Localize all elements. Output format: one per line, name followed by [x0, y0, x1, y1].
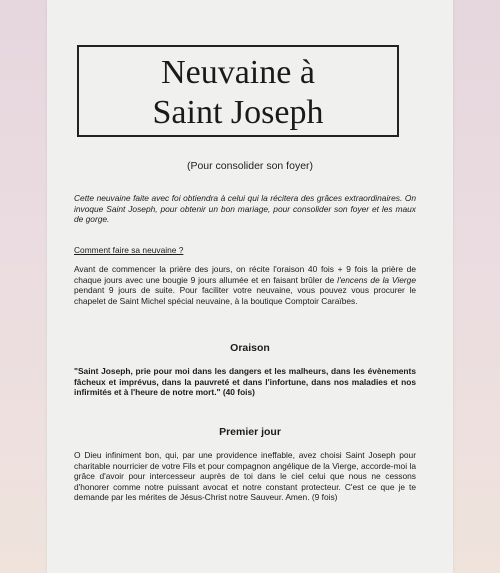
document-page [47, 0, 453, 573]
premier-jour-heading: Premier jour [219, 426, 281, 438]
howto-paragraph [74, 264, 416, 306]
howto-heading: Comment faire sa neuvaine ? [74, 245, 184, 255]
oraison-count: (40 fois) [222, 387, 255, 398]
premier-jour-paragraph [74, 450, 416, 503]
title-line-2: Saint Joseph [152, 94, 324, 131]
title-box [77, 45, 399, 137]
howto-text-part1: Avant de commencer la prière des jours, on récite l'oraison 40 fois + 9 fois la prière de chaque jours avec une bougie 9 jours allumée et en faisant brûler de [74, 264, 416, 285]
howto-text-part3: pendant 9 jours de suite. Pour faciliter votre neuvaine, vous pouvez vous procurer le chapelet de Saint Michel spécial neuvaine, à la boutique Comptoir Caraïbes. [74, 285, 416, 306]
intro-paragraph: Cette neuvaine faite avec foi obtiendra à celui qui la récitera des grâces extraordinaires. On invoque Saint Joseph, pour obtenir un bon mariage, pour consolider son foyer et les maux de gorge. [74, 193, 416, 225]
howto-text-italic: l'encens de la Vierge [337, 274, 416, 285]
oraison-heading: Oraison [230, 342, 270, 354]
oraison-text: "Saint Joseph, prie pour moi dans les dangers et les malheurs, dans les évènements fâcheux et imprévus, dans la pauvreté et dans l'infortune, dans nos maladies et nos infirmités et à l'heure de notre mort." [74, 366, 416, 398]
title-line-1: Neuvaine à [161, 54, 315, 91]
premier-jour-text: O Dieu infiniment bon, qui, par une providence ineffable, avez choisi Saint Joseph pour charitable nourricier de votre Fils et pour compagnon angélique de la Vierge, accorde-moi la grâce d'avoir pour intercesseur auprès de toi dans le ciel celui que nous ne cessons d'honorer comme notre puissant avocat et notre constant protecteur. C'est ce que je te demande par les mérites de Jésus-Christ notre Sauveur. Amen. [74, 450, 416, 503]
premier-jour-count: (9 fois) [311, 492, 338, 503]
oraison-paragraph [74, 366, 416, 398]
subtitle: (Pour consolider son foyer) [186, 160, 314, 172]
